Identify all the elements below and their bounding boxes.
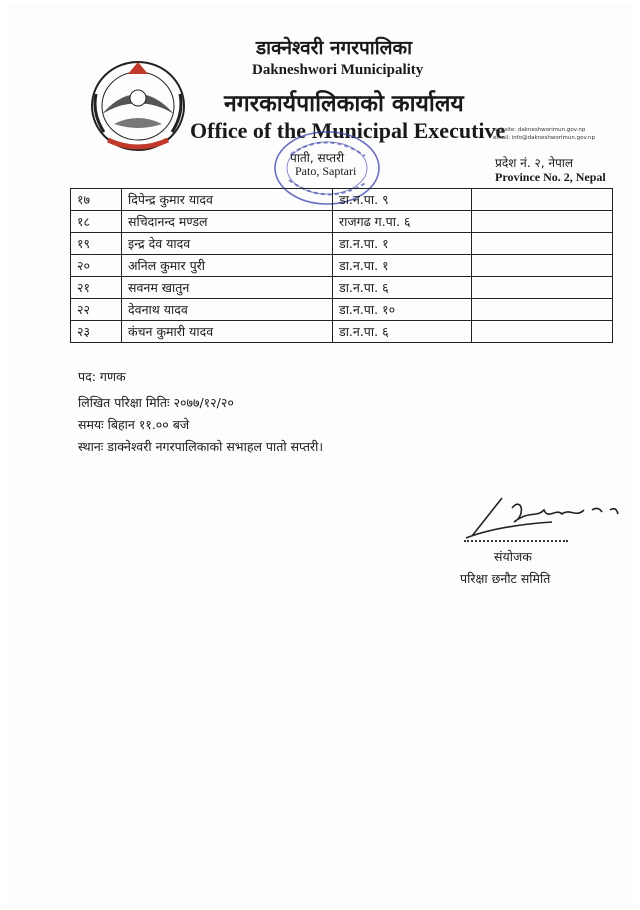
exam-time-line: समयः बिहान ११.०० बजे <box>78 417 190 432</box>
remark-cell <box>472 189 613 211</box>
office-name-np: नगरकार्यपालिकाको कार्यालय <box>224 91 464 117</box>
contact-info <box>493 126 595 142</box>
address-cell: डा.न.पा. ६ <box>333 321 472 343</box>
handwritten-signature <box>452 488 628 548</box>
table-row <box>71 255 613 277</box>
serial-number-cell: १९ <box>71 233 122 255</box>
remark-cell <box>472 233 613 255</box>
province-en: Province No. 2, Nepal <box>495 170 606 184</box>
government-emblem-icon <box>84 54 192 156</box>
candidate-name-cell: सवनम खातुन <box>122 277 333 299</box>
signatory-body: परिक्षा छनौट समिति <box>460 571 551 586</box>
address-cell: राजगढ ग.पा. ६ <box>333 211 472 233</box>
candidate-name-cell: कंचन कुमारी यादव <box>122 321 333 343</box>
table-row <box>71 233 613 255</box>
address-cell: डा.न.पा. १० <box>333 299 472 321</box>
municipality-name-np: डाक्नेश्वरी नगरपालिका <box>256 37 413 59</box>
signatory-role: संयोजक <box>494 549 532 564</box>
email-text: email: info@dakneshworimun.gov.np <box>493 135 595 141</box>
table-row <box>71 321 613 343</box>
remark-cell <box>472 321 613 343</box>
candidate-table <box>70 188 613 343</box>
candidate-name-cell: इन्द्र देव यादव <box>122 233 333 255</box>
remark-cell <box>472 255 613 277</box>
office-name-en: Office of the Municipal Executive <box>190 118 506 143</box>
post-line: पद: गणक <box>78 369 126 384</box>
table-row <box>71 277 613 299</box>
signature-line <box>464 540 568 542</box>
table-row <box>71 189 613 211</box>
address-cell: डा.न.पा. ९ <box>333 189 472 211</box>
location-en: Pato, Saptari <box>295 164 357 178</box>
serial-number-cell: २२ <box>71 299 122 321</box>
document-page <box>6 4 632 904</box>
candidate-name-cell: दिपेन्द्र कुमार यादव <box>122 189 333 211</box>
candidate-name-cell: अनिल कुमार पुरी <box>122 255 333 277</box>
location-np: पाती, सप्तरी <box>290 151 345 165</box>
address-cell: डा.न.पा. १ <box>333 255 472 277</box>
exam-place-line: स्थानः डाक्नेश्वरी नगरपालिकाको सभाहल पातो सप्तरी। <box>78 439 324 454</box>
remark-cell <box>472 211 613 233</box>
website-text: website: dakneshworimun.gov.np <box>493 127 586 133</box>
serial-number-cell: २० <box>71 255 122 277</box>
address-cell: डा.न.पा. ६ <box>333 277 472 299</box>
address-cell: डा.न.पा. १ <box>333 233 472 255</box>
table-row <box>71 211 613 233</box>
exam-date-line: लिखित परिक्षा मितिः २०७७/१२/२० <box>78 395 234 410</box>
serial-number-cell: १७ <box>71 189 122 211</box>
table-row <box>71 299 613 321</box>
serial-number-cell: १८ <box>71 211 122 233</box>
candidate-name-cell: सचिदानन्द मण्डल <box>122 211 333 233</box>
remark-cell <box>472 277 613 299</box>
serial-number-cell: २३ <box>71 321 122 343</box>
serial-number-cell: २१ <box>71 277 122 299</box>
remark-cell <box>472 299 613 321</box>
municipality-name-en: Dakneshwori Municipality <box>252 62 424 78</box>
candidate-name-cell: देवनाथ यादव <box>122 299 333 321</box>
province-np: प्रदेश नं. २, नेपाल <box>495 156 574 170</box>
